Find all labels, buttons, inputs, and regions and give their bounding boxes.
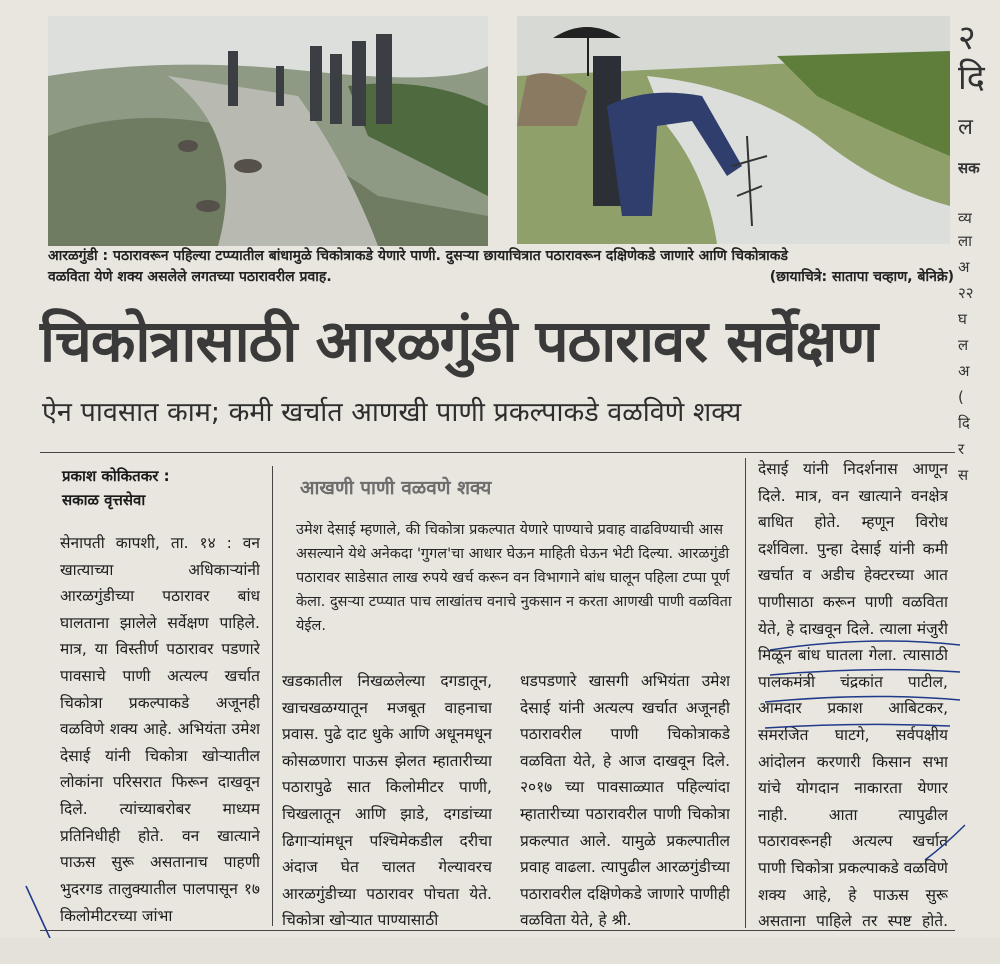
article-column-1-continued: भुदरगड तालुक्यातील पालपासून १७ किलोमीटरच्या जांभा <box>60 880 260 925</box>
edge-text: व्य <box>958 209 972 227</box>
caption-line-2: वळविता येणे शक्य असलेले लगतच्या पठारावरील प्रवाह. <box>48 269 332 285</box>
divider-col3 <box>745 458 746 928</box>
photo-caption <box>48 246 954 288</box>
photo-plateau-dam <box>48 16 488 246</box>
edge-text: ( <box>958 388 964 406</box>
edge-text: ल <box>958 115 973 140</box>
headline: चिकोत्रासाठी आरळगुंडी पठारावर सर्वेक्षण <box>40 307 878 375</box>
sidebar-box-text: उमेश देसाई म्हणाले, की चिकोत्रा प्रकल्पात येणारे पाण्याचे प्रवाह वाढविण्याची आस असल्याने येथे अनेकदा 'गुगल'चा आधार घेऊन माहिती घेऊन भेटी दिल्या. आरळगुंडी पठारावर साडेसात लाख रुपये खर्च करून वन विभागाने बांध घालून पहिला टप्पा पूर्ण केला. दुसऱ्या टप्प्यात पाच लाखांतच वनाचे नुकसान न करता आणखी पाणी वळविता येईल. <box>296 522 732 634</box>
photo-credit: (छायाचित्रे: सातापा चव्हाण, बेनिक्रे) <box>769 269 954 285</box>
byline <box>62 464 170 512</box>
edge-text: र <box>958 440 965 458</box>
article-column-1: सेनापती कापशी, ता. १४ : वन खात्याच्या अधिकाऱ्यांनी आरळगुंडीच्या पठारावर बांध घालताना झालेले सर्वेक्षण पाहिले. मात्र, या विस्तीर्ण पठारावर पडणारे पावसाचे पाणी अत्यल्प खर्चात चिकोत्रा प्रकल्पाकडे अजूनही वळविणे शक्य आहे. अभियंता उमेश देसाई यांनी चिकोत्रा खोऱ्यातील लोकांना परिसरात फिरून दाखवून दिले. त्यांच्याबरोबर माध्यम प्रतिनिधीही होते. वन खात्याने पाऊस सुरू असतानाच पाहणी <box>60 534 260 872</box>
edge-text: २ <box>958 18 976 58</box>
edge-text: ल <box>958 336 969 354</box>
article-column-4: देसाई यांनी निदर्शनास आणून दिले. मात्र, वन खात्याने वनक्षेत्र बाधित होते. म्हणून विरोध दर्शविला. पुन्हा देसाई यांनी कमी खर्चात व अडीच हेक्टरच्या आत पाणीसाठा करून पाणी वळविता येते, हे दाखवून दिले. त्याला मंजुरी मिळून बांध घातला गेला. त्यासाठी पालकमंत्री चंद्रकांत पाटील, आमदार प्रकाश आबिटकर, समरजित घाटगे, सर्वपक्षीय आंदोलन करणारी किसान सभा यांचे योगदान नाकारता येणार नाही. आता त्यापुढील पठारावरूनही अत्यल्प खर्चात पाणी चिकोत्रा प्रकल्पाकडे वळविणे शक्य आहे, हे पाऊस सुरू असताना पाहिले तर स्पष्ट होते. <box>758 460 948 930</box>
ink-underline-marks <box>750 630 970 870</box>
byline-service: सकाळ वृत्तसेवा <box>62 491 146 509</box>
article-column-2: खडकातील निखळलेल्या दगडातून, खाचखळग्यातून मजबूत वाहनाचा प्रवास. पुढे दाट धुके आणि अधूनमधून कोसळणारा पाऊस झेलत म्हातारीच्या पठारापुढे सात किलोमीटर पाणी, चिखलातून आणि झाडे, दगडांच्या ढिगाऱ्यांमधून पश्चिमेकडील दरीचा अंदाज घेत चालत गेल्यावरच आरळगुंडीच्या पठारावर पोचता येते. चिकोत्रा खोऱ्यात पाण्यासाठी <box>282 672 492 930</box>
edge-text: स <box>958 466 969 484</box>
adjacent-article-edge <box>958 0 1000 964</box>
edge-text: घ <box>958 310 967 328</box>
edge-text: दि <box>958 58 985 98</box>
edge-text: ला <box>958 232 973 250</box>
edge-text: अ <box>958 362 970 380</box>
subheadline: ऐन पावसात काम; कमी खर्चात आणखी पाणी प्रकल्पाकडे वळविणे शक्य <box>42 397 742 428</box>
caption-line-1: आरळगुंडी : पठारावरून पहिल्या टप्प्यातील बांधामुळे चिकोत्राकडे येणारे पाणी. दुसऱ्या छायाचित्रात पठारावरून दक्षिणेकडे जाणारे आणि चिकोत्राकडे <box>48 248 789 264</box>
next-article-strip <box>0 938 1000 964</box>
sidebar-box-heading: आखणी पाणी वळवणे शक्य <box>300 477 492 499</box>
divider-col1 <box>272 466 273 926</box>
edge-text: सक <box>958 159 980 177</box>
edge-text: २२ <box>958 284 974 302</box>
photo-stream-flow <box>517 16 950 244</box>
article-column-3: धडपडणारे खासगी अभियंता उमेश देसाई यांनी अत्यल्प खर्चात अजूनही पठारावरील पाणी चिकोत्राकडे वळविता येते, हे आज दाखवून दिले. २०१७ च्या पावसाळ्यात पहिल्यांदा म्हातारीच्या पठारावरील पाणी चिकोत्रा प्रकल्पात आले. यामुळे प्रकल्पातील प्रवाह वाढला. त्यापुढील आरळगुंडीच्या पठारावरील दक्षिणेकडे जाणारे पाणीही वळविता येते, हे श्री. <box>520 672 730 930</box>
byline-author: प्रकाश कोकितकर : <box>62 467 170 485</box>
divider-top <box>40 452 955 453</box>
edge-text: दि <box>958 414 970 432</box>
edge-text: अ <box>958 258 970 276</box>
